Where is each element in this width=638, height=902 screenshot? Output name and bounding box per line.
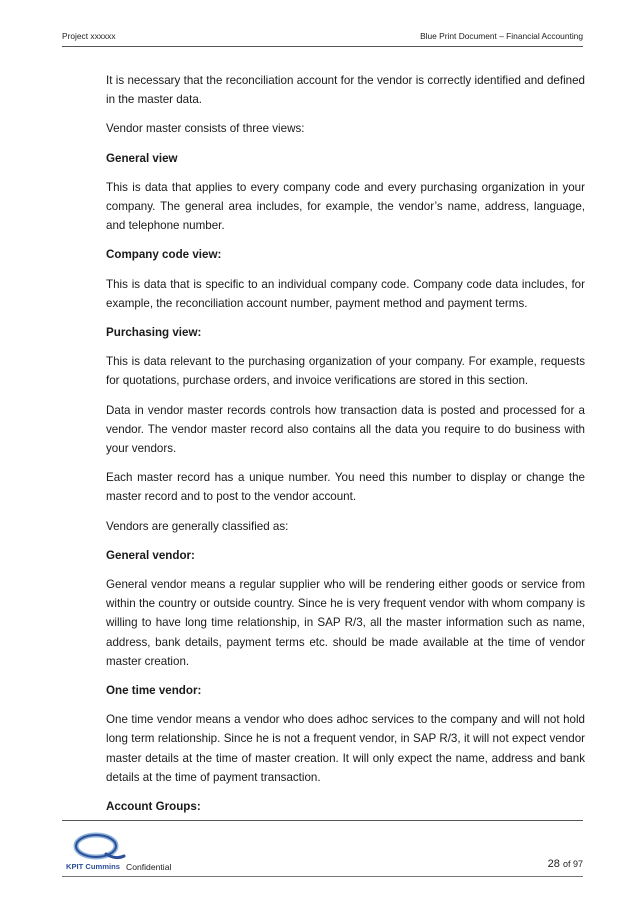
section-heading: One time vendor:	[106, 684, 202, 698]
header-divider	[62, 46, 583, 47]
paragraph: This is data that applies to every company code and every purchasing organization in your company. The general area includes, for example, the vendor’s name, address, language, and telephone number.	[106, 180, 585, 233]
paragraph: Data in vendor master records controls how transaction data is posted and processed for a vendor. The vendor master record also contains all the data you require to do business with your vendors.	[106, 403, 585, 456]
document-title: Blue Print Document – Financial Accounting	[420, 31, 583, 41]
footer-divider	[62, 820, 583, 821]
paragraph: General vendor means a regular supplier who will be rendering either goods or service from within the country or outside country. Since he is very frequent vendor with whom company is willing to have long time relationship, in SAP R/3, all the master information such as name, address, bank details, payment terms etc. should be made available at the time of vendor master creation.	[106, 578, 585, 668]
current-page: 28	[547, 858, 560, 870]
paragraph: Vendors are generally classified as:	[106, 519, 289, 533]
footer-bottom-divider	[62, 876, 583, 877]
paragraph: This is data relevant to the purchasing organization of your company. For example, requests for quotations, purchase orders, and invoice verifications are stored in this section.	[106, 355, 585, 388]
page-number	[548, 858, 583, 870]
section-heading: General view	[106, 151, 178, 165]
paragraph: It is necessary that the reconciliation account for the vendor is correctly identified and defined in the master data.	[106, 74, 585, 107]
section-heading: General vendor:	[106, 548, 195, 562]
confidential-label: Confidential	[126, 862, 172, 872]
section-heading: Company code view:	[106, 248, 222, 262]
paragraph: Vendor master consists of three views:	[106, 122, 305, 136]
section-heading: Purchasing view:	[106, 326, 202, 340]
logo-wordmark: KPIT Cummins	[66, 862, 121, 871]
paragraph: One time vendor means a vendor who does adhoc services to the company and will not hold long term relationship. Since he is not a frequent vendor, in SAP R/3, it will not expect vendor master details at the time of master creation. It will only expect the name, address and bank details at the time of payment transaction.	[106, 713, 585, 784]
paragraph: This is data that is specific to an individual company code. Company code data includes, for example, the reconciliation account number, payment method and payment terms.	[106, 277, 585, 310]
document-body	[106, 71, 585, 826]
total-pages: of 97	[562, 859, 583, 869]
section-heading: Account Groups:	[106, 800, 201, 814]
page-header	[62, 31, 583, 47]
paragraph: Each master record has a unique number. You need this number to display or change the master record and to post to the vendor account.	[106, 471, 585, 504]
project-name: Project xxxxxx	[62, 31, 116, 41]
